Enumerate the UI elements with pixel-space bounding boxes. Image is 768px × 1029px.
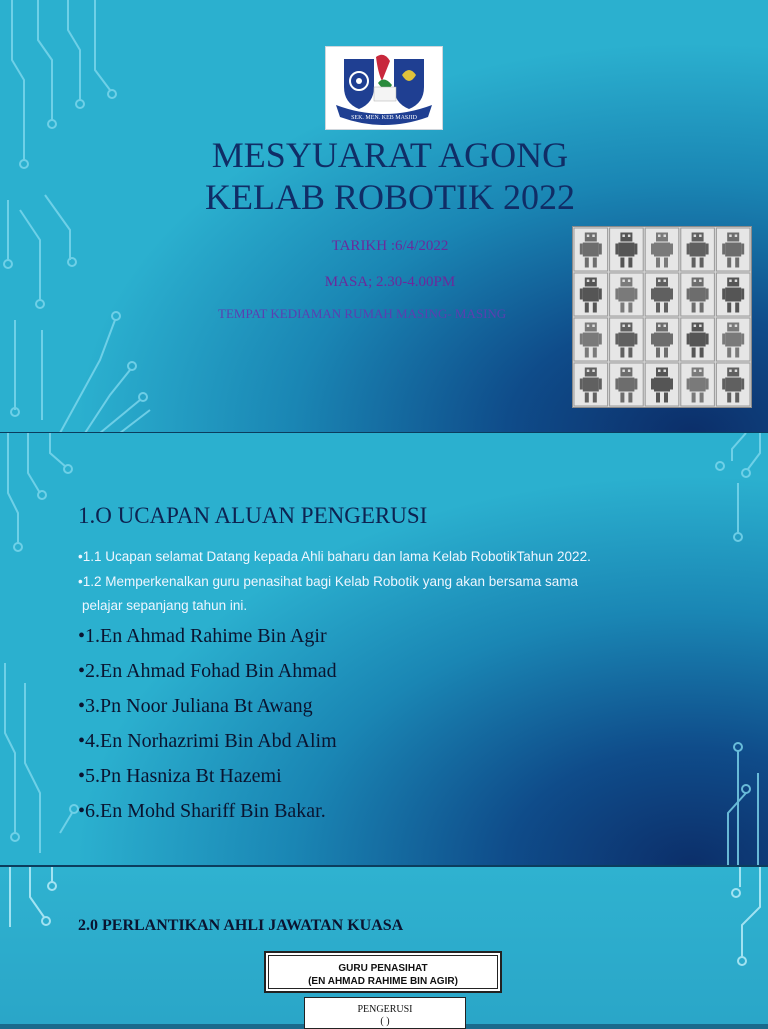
advisor-name-4: •4.En Norhazrimi Bin Abd Alim: [78, 730, 337, 752]
advisor-name-3: •3.Pn Noor Juliana Bt Awang: [78, 695, 313, 717]
advisor-name-6: •6.En Mohd Shariff Bin Bakar.: [78, 800, 326, 822]
slide-2: [0, 433, 768, 865]
advisor-name-1: •1.En Ahmad Rahime Bin Agir: [78, 625, 327, 647]
circuit-decoration-right: [698, 867, 768, 1024]
title-line-1: MESYUARAT AGONG: [211, 135, 569, 175]
circuit-decoration-left: [0, 433, 80, 865]
advisor-box: [264, 951, 502, 993]
circuit-decoration-right: [698, 433, 768, 865]
agenda-bullet-1-1: •1.1 Ucapan selamat Datang kepada Ahli baharu dan lama Kelab RobotikTahun 2022.: [78, 549, 591, 564]
circuit-decoration-left: [0, 867, 80, 1024]
meeting-date: TARIKH :6/4/2022: [331, 238, 449, 254]
advisor-name-5: •5.Pn Hasniza Bt Hazemi: [78, 765, 282, 787]
robots-collage-image: [572, 226, 752, 408]
advisor-title: GURU PENASIHAT: [338, 963, 428, 974]
chairman-title: PENGERUSI: [357, 1004, 413, 1015]
chairman-box: [304, 997, 466, 1029]
agenda-bullet-1-2-continued: pelajar sepanjang tahun ini.: [82, 598, 248, 613]
section-2-heading: 2.0 PERLANTIKAN AHLI JAWATAN KUASA: [78, 917, 404, 934]
advisor-name: (EN AHMAD RAHIME BIN AGIR): [308, 976, 458, 987]
agenda-bullet-1-2: •1.2 Memperkenalkan guru penasihat bagi Kelab Robotik yang akan bersama sama: [78, 574, 579, 589]
slide-1-title: [0, 134, 768, 218]
meeting-place: TEMPAT KEDIAMAN RUMAH MASING- MASING: [218, 306, 507, 321]
meeting-time: MASA; 2.30-4.00PM: [324, 274, 456, 290]
section-1-heading: 1.O UCAPAN ALUAN PENGERUSI: [78, 503, 428, 528]
chairman-name: ( ): [380, 1016, 390, 1027]
advisor-name-2: •2.En Ahmad Fohad Bin Ahmad: [78, 660, 337, 682]
slide-1: [0, 0, 768, 433]
school-logo: [325, 46, 443, 130]
logo-banner-text: SEK. MEN. KEB MASJID: [351, 115, 417, 121]
title-line-2: KELAB ROBOTIK 2022: [205, 177, 575, 217]
